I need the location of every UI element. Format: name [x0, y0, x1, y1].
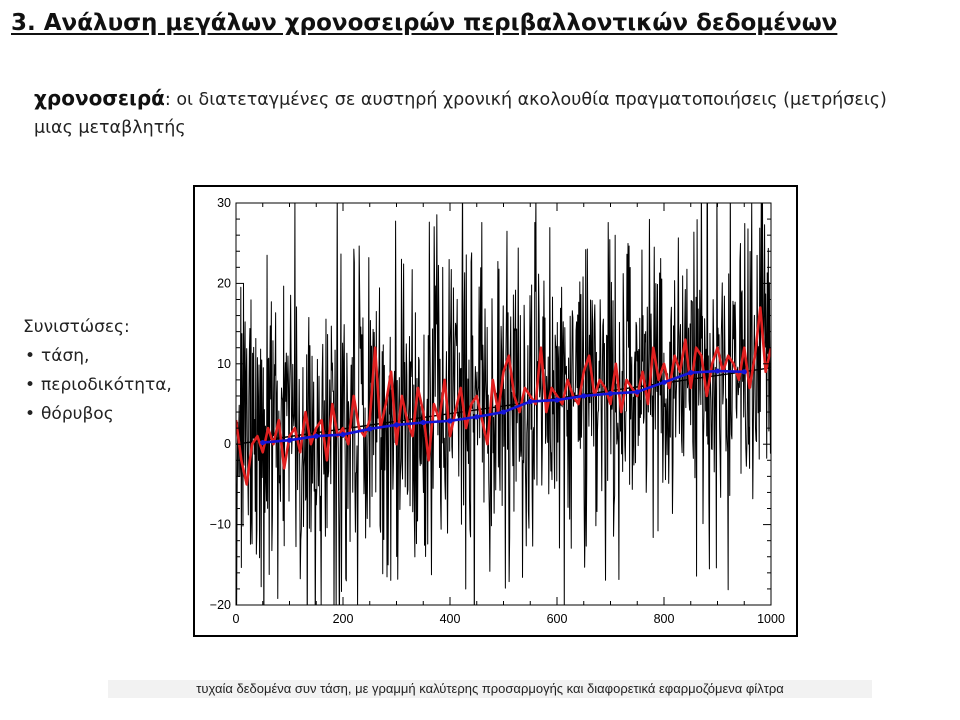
y-tick-label: 0 [224, 437, 231, 452]
component-item-trend: • τάση, [23, 342, 172, 371]
component-item-periodicity: • περιοδικότητα, [23, 371, 172, 400]
time-series-chart [193, 185, 798, 637]
definition-text: : οι διατεταγμένες σε αυστηρή χρονική ακολουθία πραγματοποιήσεις (μετρήσεις) μιας μεταβλητής [34, 90, 887, 138]
definition-paragraph [34, 84, 914, 142]
x-tick-label: 1000 [757, 612, 785, 626]
series-point-3-11 [554, 397, 559, 402]
figure-caption: τυχαία δεδομένα συν τάση, με γραμμή καλύτερης προσαρμογής και διαφορετικά εφαρμοζόμενα φίλτρα [108, 680, 872, 698]
series-point-3-15 [661, 380, 666, 385]
series-point-3-10 [528, 399, 533, 404]
x-tick-label: 800 [653, 612, 675, 626]
series-point-3-12 [581, 393, 586, 398]
x-tick-label: 200 [332, 612, 354, 626]
y-tick-label: 10 [217, 356, 231, 371]
chart-canvas [195, 187, 796, 635]
slide-title: 3. Ανάλυση μεγάλων χρονοσειρών περιβαλλοντικών δεδομένων [11, 10, 838, 36]
x-tick-label: 400 [439, 612, 461, 626]
y-tick-label: 30 [217, 196, 231, 210]
y-tick-label: −20 [209, 598, 231, 612]
definition-term: χρονοσειρά [34, 86, 165, 110]
series-point-3-0 [260, 440, 265, 445]
series-point-3-4 [367, 426, 372, 431]
series-point-3-6 [421, 420, 426, 425]
x-tick-label: 0 [232, 612, 240, 626]
series-point-3-7 [447, 418, 452, 423]
series-point-3-5 [394, 422, 399, 427]
components-heading: Συνιστώσες: [23, 317, 130, 337]
series-point-3-13 [608, 391, 613, 396]
x-tick-label: 600 [546, 612, 568, 626]
series-point-3-14 [635, 389, 640, 394]
series-point-3-9 [501, 409, 506, 414]
series-layer [236, 187, 771, 635]
series-point-3-18 [742, 369, 747, 374]
components-list [23, 313, 172, 429]
series-point-3-2 [314, 434, 319, 439]
series-point-3-17 [715, 368, 720, 373]
series-point-3-1 [287, 438, 292, 443]
series-point-3-3 [340, 432, 345, 437]
y-tick-label: −10 [209, 517, 231, 532]
series-point-3-8 [474, 414, 479, 419]
y-tick-label: 20 [217, 276, 231, 291]
component-item-noise: • θόρυβος [23, 400, 172, 429]
series-point-3-16 [688, 370, 693, 375]
